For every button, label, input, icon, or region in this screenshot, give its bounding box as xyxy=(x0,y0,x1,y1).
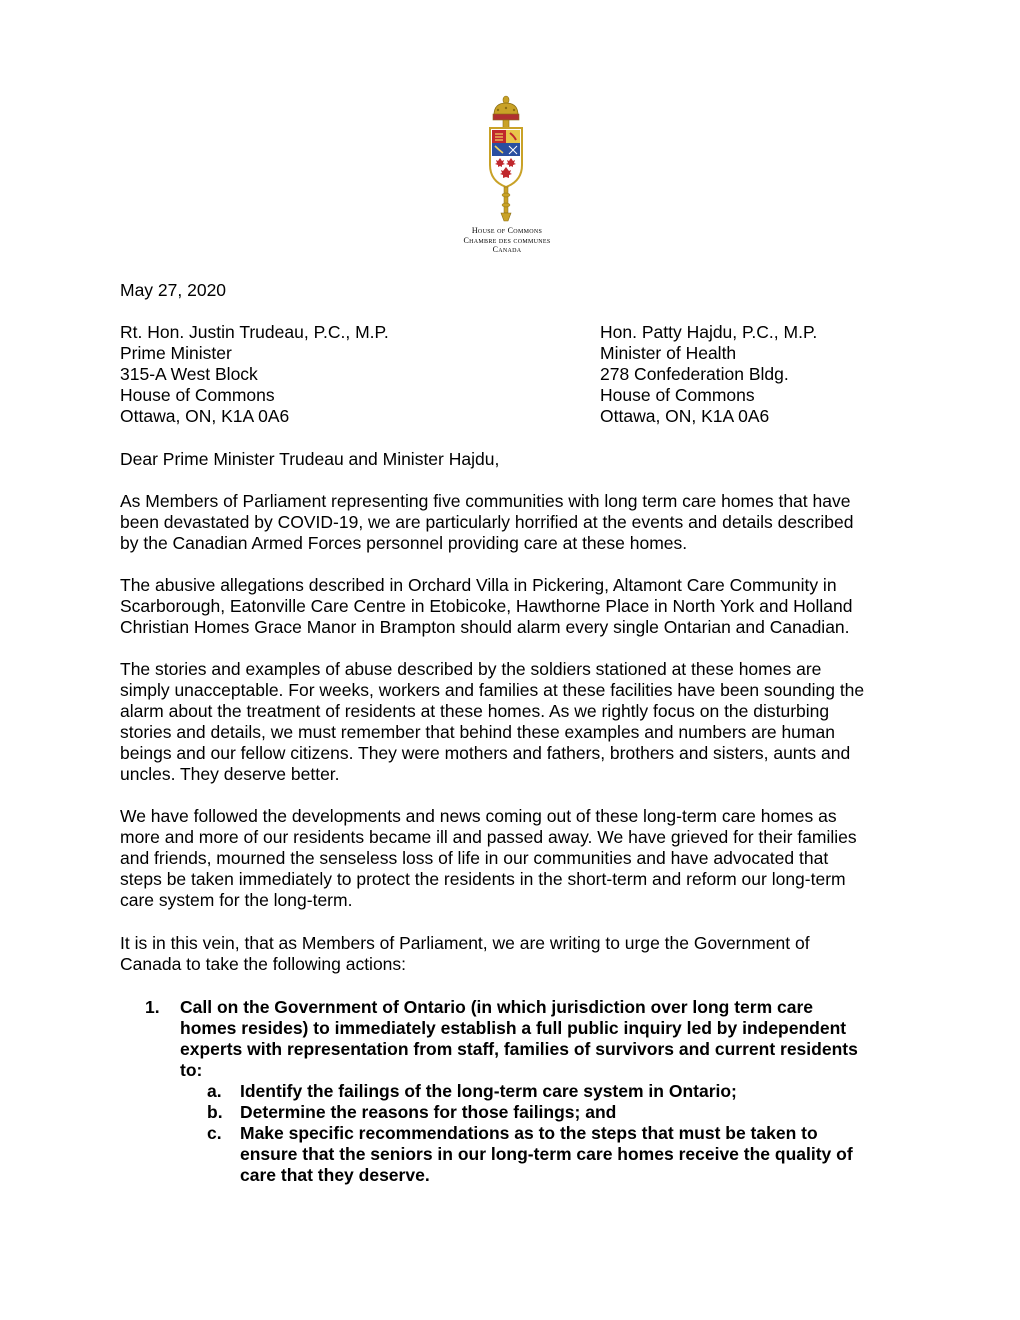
paragraph-line: and friends, mourned the senseless loss of life in our communities and have advocated that xyxy=(120,848,829,868)
subitem-line: care that they deserve. xyxy=(240,1165,430,1185)
subitem-letter: b. xyxy=(207,1102,223,1122)
letter-date: May 27, 2020 xyxy=(120,280,227,300)
action-list xyxy=(145,997,905,1186)
paragraph-line: Scarborough, Eatonville Care Centre in Etobicoke, Hawthorne Place in North York and Holland xyxy=(120,596,853,616)
subitem-line: Identify the failings of the long-term care system in Ontario; xyxy=(240,1081,737,1101)
action-subitem-c xyxy=(145,1123,905,1186)
crest-caption xyxy=(430,226,584,255)
paragraph-4 xyxy=(120,806,910,911)
paragraph-line: by the Canadian Armed Forces personnel providing care at these homes. xyxy=(120,533,688,553)
paragraph-line: simply unacceptable. For weeks, workers and families at these facilities have been sounding the xyxy=(120,680,865,700)
salutation: Dear Prime Minister Trudeau and Minister Hajdu, xyxy=(120,449,500,469)
crest-caption-line1: House of Commons xyxy=(471,226,543,235)
address-line: Prime Minister xyxy=(120,343,232,363)
paragraph-5 xyxy=(120,933,910,975)
recipient-address-left xyxy=(120,322,389,427)
paragraph-line: beings and our fellow citizens. They were mothers and fathers, brothers and sisters, aunts and xyxy=(120,743,851,763)
address-line: House of Commons xyxy=(120,385,275,405)
paragraph-line: alarm about the treatment of residents at these homes. As we rightly focus on the disturbing xyxy=(120,701,830,721)
paragraph-line: Canada to take the following actions: xyxy=(120,954,407,974)
paragraph-1 xyxy=(120,491,910,554)
action-subitem-b xyxy=(145,1102,905,1123)
subitem-letter: a. xyxy=(207,1081,222,1101)
subitem-line: Make specific recommendations as to the steps that must be taken to xyxy=(240,1123,818,1143)
address-line: Ottawa, ON, K1A 0A6 xyxy=(120,406,290,426)
crest-caption-line3: Canada xyxy=(492,245,522,254)
action-subitem-a xyxy=(145,1081,905,1102)
paragraph-line: more and more of our residents became ill and passed away. We have grieved for their families xyxy=(120,827,857,847)
recipient-address-right xyxy=(600,322,817,427)
address-line: 278 Confederation Bldg. xyxy=(600,364,789,384)
paragraph-line: The abusive allegations described in Orchard Villa in Pickering, Altamont Care Community in xyxy=(120,575,837,595)
paragraph-line: uncles. They deserve better. xyxy=(120,764,340,784)
subitem-line: ensure that the seniors in our long-term care homes receive the quality of xyxy=(240,1144,853,1164)
action-number: 1. xyxy=(145,997,160,1017)
address-line: Minister of Health xyxy=(600,343,737,363)
subitem-line: Determine the reasons for those failings; and xyxy=(240,1102,617,1122)
action-line: homes resides) to immediately establish a full public inquiry led by independent xyxy=(180,1018,847,1038)
crest-caption-line2: Chambre des communes xyxy=(463,235,551,245)
paragraph-line: stories and details, we must remember that behind these examples and numbers are human xyxy=(120,722,835,742)
address-line: 315-A West Block xyxy=(120,364,258,384)
subitem-letter: c. xyxy=(207,1123,222,1143)
house-of-commons-crest-logo xyxy=(476,95,536,225)
paragraph-line: care system for the long-term. xyxy=(120,890,353,910)
paragraph-3 xyxy=(120,659,910,785)
paragraph-line: As Members of Parliament representing five communities with long term care homes that have xyxy=(120,491,851,511)
action-line: experts with representation from staff, families of survivors and current residents xyxy=(180,1039,858,1059)
paragraph-line: The stories and examples of abuse described by the soldiers stationed at these homes are xyxy=(120,659,822,679)
paragraph-line: been devastated by COVID-19, we are particularly horrified at the events and details described xyxy=(120,512,854,532)
paragraph-line: steps be taken immediately to protect the residents in the short-term and reform our long-term xyxy=(120,869,846,889)
address-line: Rt. Hon. Justin Trudeau, P.C., M.P. xyxy=(120,322,389,342)
address-line: Hon. Patty Hajdu, P.C., M.P. xyxy=(600,322,818,342)
action-item-1 xyxy=(145,997,905,1081)
paragraph-line: We have followed the developments and news coming out of these long-term care homes as xyxy=(120,806,837,826)
address-line: Ottawa, ON, K1A 0A6 xyxy=(600,406,770,426)
paragraph-line: It is in this vein, that as Members of Parliament, we are writing to urge the Government of xyxy=(120,933,810,953)
action-line: Call on the Government of Ontario (in which jurisdiction over long term care xyxy=(180,997,813,1017)
address-line: House of Commons xyxy=(600,385,755,405)
action-line: to: xyxy=(180,1060,203,1080)
paragraph-line: Christian Homes Grace Manor in Brampton should alarm every single Ontarian and Canadian. xyxy=(120,617,850,637)
paragraph-2 xyxy=(120,575,910,638)
